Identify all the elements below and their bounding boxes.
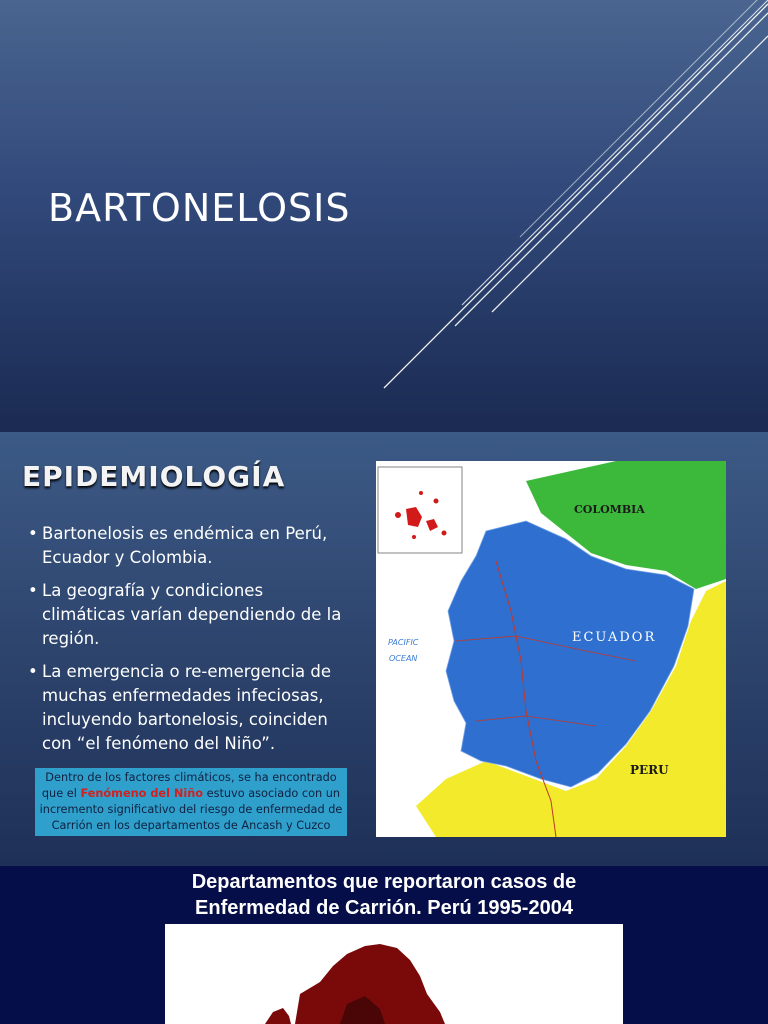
note-text-end: estuvo asociado con un incremento significativo del riesgo de enfermedad de Carrión en los departamentos de Ancash y Cuzco	[39, 787, 343, 832]
list-item: • Bartonelosis es endémica en Perú, Ecuador y Colombia.	[28, 524, 328, 567]
note-text-start: Dentro de los factores climáticos, se ha encontrado que el	[41, 771, 337, 800]
ecuador-label: ECUADOR	[572, 630, 657, 645]
bullet-icon: •	[28, 581, 38, 600]
bullet-list	[28, 522, 346, 765]
colombia-label: COLOMBIA	[574, 503, 645, 516]
chart-title-line2: Enfermedad de Carrión. Perú 1995-2004	[195, 897, 573, 919]
peru-cases-map	[165, 924, 623, 1024]
climate-note-box	[35, 768, 347, 836]
epidemiology-slide	[0, 432, 768, 866]
section-heading: EPIDEMIOLOGÍA	[22, 460, 286, 493]
peru-label: PERU	[630, 763, 669, 777]
carrion-cases-slide	[0, 866, 768, 1024]
bullet-icon: •	[28, 524, 38, 543]
list-item: • La emergencia o re-emergencia de muchas enfermedades infeciosas, incluyendo bartonelosis, coinciden con “el fenómeno del Niño”.	[28, 662, 331, 753]
ecuador-map	[376, 461, 726, 837]
slide-title: BARTONELOSIS	[48, 186, 351, 230]
ocean-label: OCEAN	[389, 654, 418, 663]
nino-highlight: Fenómeno del Niño	[80, 787, 204, 800]
title-slide	[0, 0, 768, 432]
bullet-icon: •	[28, 662, 38, 681]
list-item: • La geografía y condiciones climáticas varían dependiendo de la región.	[28, 581, 342, 648]
pacific-label: PACIFIC	[388, 638, 419, 647]
chart-title-line1: Departamentos que reportaron casos de	[191, 871, 577, 893]
